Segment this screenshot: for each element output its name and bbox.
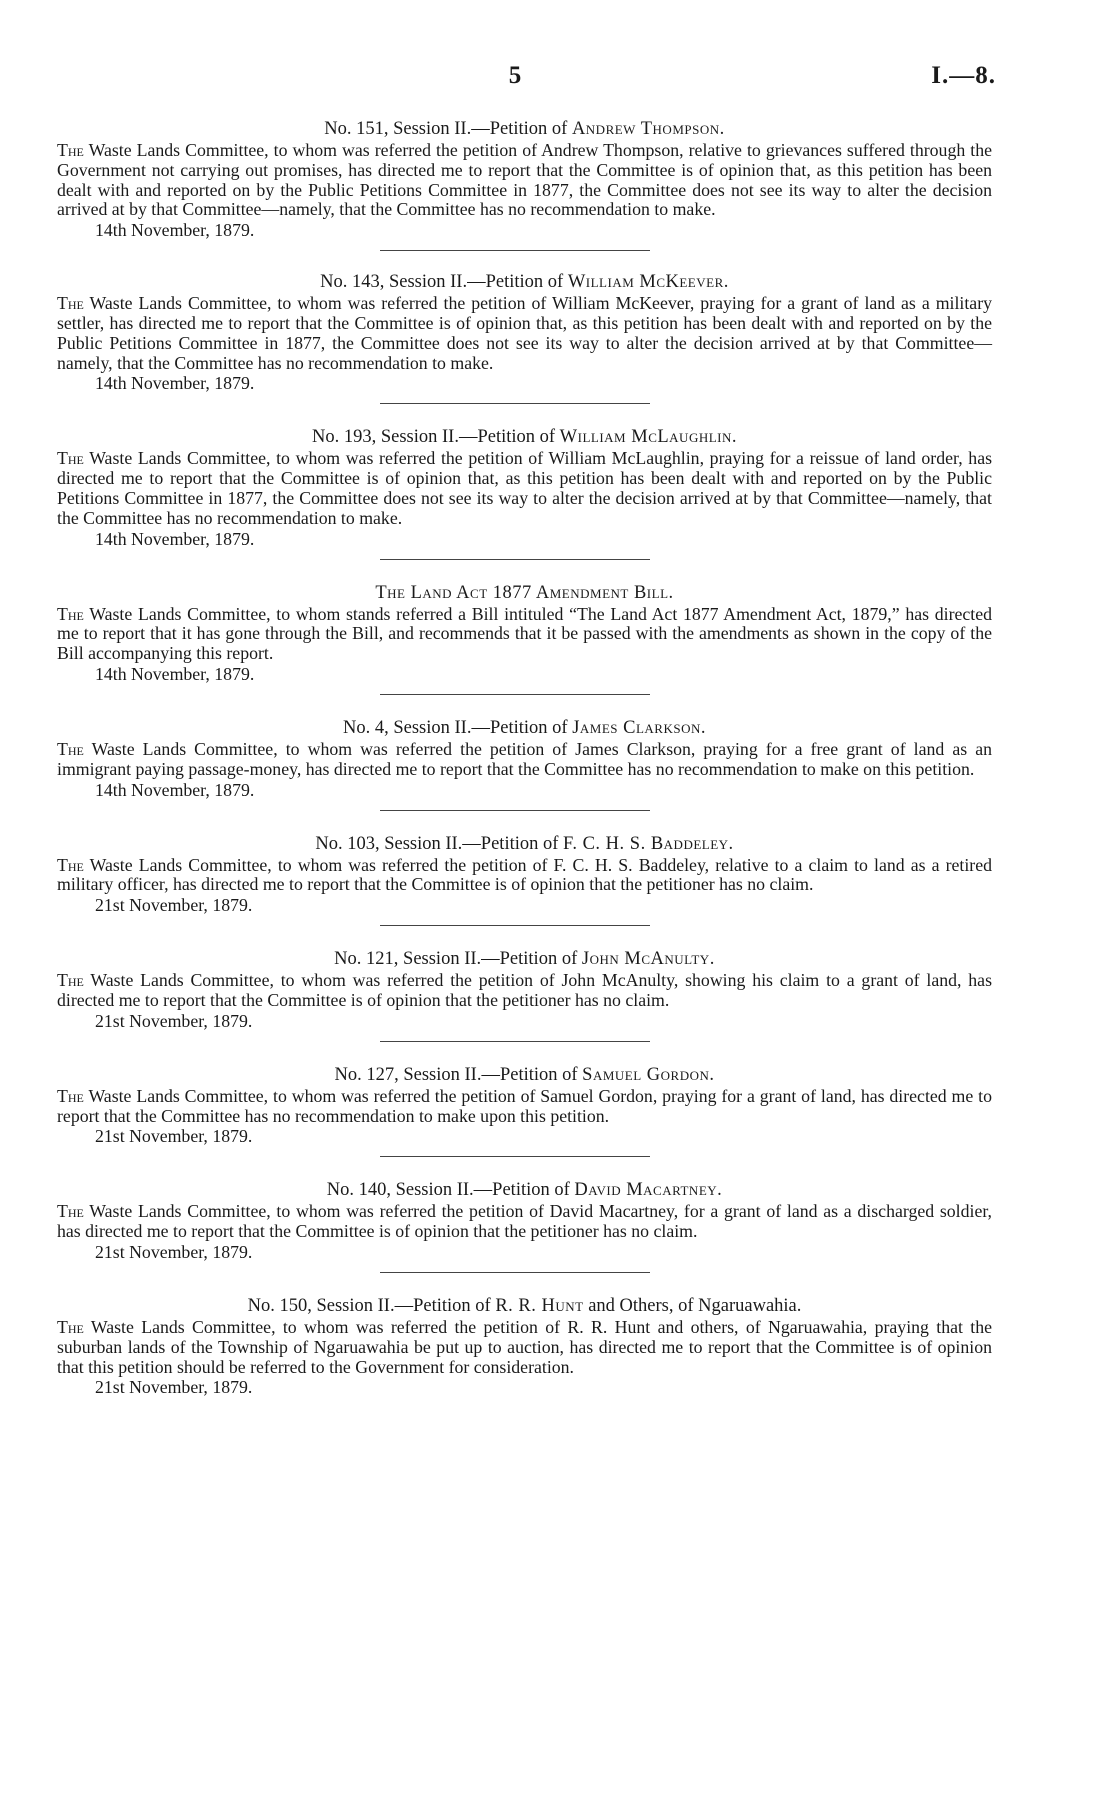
entry-body-text: Waste Lands Committee, to whom was referred the petition of R. R. Hunt and others, of Ngaruawahia, praying that the suburban lands of the Township of Ngaruawahia be put up to auction, has directed me to report that the Committee is of opinion that this petition should be referred to the Government for consideration. bbox=[57, 1316, 992, 1377]
petition-entry bbox=[57, 582, 992, 695]
petitioner-name: The Land Act 1877 Amendment Bill. bbox=[375, 582, 674, 603]
entry-lead-word: The bbox=[57, 738, 84, 759]
entry-heading-prefix: No. 193, Session II.—Petition of bbox=[311, 427, 560, 448]
section-divider bbox=[380, 925, 650, 926]
entry-body-text: Waste Lands Committee, to whom was referred the petition of Samuel Gordon, praying for a grant of land, has directed me to report that the Committee has no recommendation to make upon this petition. bbox=[57, 1085, 993, 1126]
page-number: 5 bbox=[508, 62, 522, 89]
entry-lead-word: The bbox=[57, 1201, 84, 1222]
entry-heading bbox=[57, 1295, 992, 1317]
entry-heading bbox=[57, 717, 992, 739]
petitioner-name: Andrew Thompson. bbox=[571, 119, 725, 139]
entry-body-text: Waste Lands Committee, to whom was referred the petition of F. C. H. S. Baddeley, relative to a claim to land as a retired military officer, has directed me to report that the Committee is of opinion that the petitioner has no claim. bbox=[57, 854, 993, 895]
petitioner-name: Samuel Gordon. bbox=[582, 1064, 715, 1085]
entry-heading bbox=[57, 118, 992, 140]
petitioner-name: R. R. Hunt bbox=[495, 1295, 584, 1316]
entry-heading bbox=[57, 426, 992, 448]
entry-body-text: Waste Lands Committee, to whom was referred the petition of Andrew Thompson, relative to grievances suffered through the Government not carrying out promises, has directed me to report that the Committee is of opinion that, as this petition has been dealt with and reported on by the Public Petitions Committee in 1877, the Committee does not see its way to alter the decision arrived at by that Committee—namely, that the Committee has no recommendation to make. bbox=[57, 140, 993, 220]
entry-heading bbox=[57, 582, 992, 604]
entry-heading bbox=[57, 948, 992, 970]
entry-body bbox=[57, 449, 992, 528]
petition-entry bbox=[57, 271, 992, 404]
entry-lead-word: The bbox=[57, 603, 84, 624]
entry-date: 14th November, 1879. bbox=[95, 373, 255, 394]
entry-body bbox=[57, 856, 992, 896]
petitioner-name: James Clarkson. bbox=[572, 717, 706, 738]
entry-body bbox=[57, 141, 992, 220]
petition-entry bbox=[57, 948, 992, 1042]
section-divider bbox=[380, 810, 650, 811]
petitioner-name: F. C. H. S. Baddeley. bbox=[563, 833, 734, 854]
petition-entry bbox=[57, 426, 992, 559]
entry-lead-word: The bbox=[57, 1316, 84, 1337]
entry-body bbox=[57, 740, 992, 780]
petitioner-name: William McLaughlin. bbox=[559, 427, 738, 448]
entry-heading bbox=[57, 271, 992, 293]
petition-entries bbox=[57, 118, 992, 1397]
entry-date: 21st November, 1879. bbox=[95, 895, 253, 916]
entry-body-text: Waste Lands Committee, to whom was referred the petition of William McKeever, praying for a grant of land as a military settler, has directed me to report that the Committee is of opinion that, as this petition has been dealt with and reported on by the Public Petitions Committee in 1877, the Committee does not see its way to alter the decision arrived at by that Committee—namely, that the Committee has no recommendation to make. bbox=[57, 293, 993, 373]
section-divider bbox=[380, 1272, 650, 1273]
petition-entry bbox=[57, 1179, 992, 1273]
entry-lead-word: The bbox=[57, 854, 84, 875]
entry-body bbox=[57, 605, 992, 664]
entry-body bbox=[57, 1202, 992, 1242]
entry-heading-prefix: No. 121, Session II.—Petition of bbox=[334, 949, 582, 970]
entry-body-text: Waste Lands Committee, to whom was referred the petition of David Macartney, for a grant of land as a discharged soldier, has directed me to report that the Committee is of opinion that the petitioner has no claim. bbox=[57, 1201, 992, 1242]
entry-date: 14th November, 1879. bbox=[95, 779, 255, 800]
entry-date: 14th November, 1879. bbox=[95, 220, 255, 241]
document-reference: I.—8. bbox=[931, 62, 996, 89]
petition-entry bbox=[57, 717, 992, 811]
entry-date: 14th November, 1879. bbox=[95, 528, 255, 549]
entry-lead-word: The bbox=[57, 970, 84, 991]
section-divider bbox=[380, 1041, 650, 1042]
entry-lead-word: The bbox=[57, 1085, 84, 1106]
entry-body-text: Waste Lands Committee, to whom was referred the petition of James Clarkson, praying for a free grant of land as an immigrant paying passage-money, has directed me to report that the Committee has no recommendation to make on this petition. bbox=[57, 738, 993, 779]
entry-heading-prefix: No. 143, Session II.—Petition of bbox=[320, 272, 568, 293]
entry-heading-prefix: No. 103, Session II.—Petition of bbox=[315, 833, 564, 854]
entry-lead-word: The bbox=[57, 448, 84, 469]
entry-date: 14th November, 1879. bbox=[95, 663, 255, 684]
section-divider bbox=[380, 403, 650, 404]
section-divider bbox=[380, 694, 650, 695]
petitioner-name: William McKeever. bbox=[567, 272, 729, 293]
section-divider bbox=[380, 1156, 650, 1157]
petition-entry bbox=[57, 833, 992, 927]
entry-heading-suffix: and Others, of Ngaruawahia. bbox=[583, 1295, 802, 1316]
entry-heading-prefix: No. 150, Session II.—Petition of bbox=[247, 1295, 496, 1316]
entry-body bbox=[57, 1318, 992, 1377]
entry-heading-prefix: No. 140, Session II.—Petition of bbox=[326, 1180, 575, 1201]
petitioner-name: David Macartney. bbox=[574, 1180, 723, 1201]
section-divider bbox=[380, 250, 650, 251]
entry-date: 21st November, 1879. bbox=[95, 1126, 253, 1147]
entry-body bbox=[57, 971, 992, 1011]
entry-date: 21st November, 1879. bbox=[95, 1377, 253, 1398]
entry-heading bbox=[57, 1179, 992, 1201]
entry-heading-prefix: No. 4, Session II.—Petition of bbox=[342, 717, 573, 738]
petition-entry bbox=[57, 118, 992, 251]
entry-heading-prefix: No. 151, Session II.—Petition of bbox=[324, 119, 572, 139]
entry-body-text: Waste Lands Committee, to whom was referred the petition of John McAnulty, showing his claim to a grant of land, has directed me to report that the Committee is of opinion that the petitioner has no claim. bbox=[57, 970, 992, 1010]
entry-heading-prefix: No. 127, Session II.—Petition of bbox=[334, 1064, 583, 1085]
entry-lead-word: The bbox=[57, 293, 84, 314]
section-divider bbox=[380, 559, 650, 560]
entry-body bbox=[57, 1087, 992, 1127]
petitioner-name: John McAnulty. bbox=[581, 949, 715, 970]
petition-entry bbox=[57, 1295, 992, 1397]
entry-body-text: Waste Lands Committee, to whom stands referred a Bill intituled “The Land Act 1877 Amendment Act, 1879,” has directed me to report that it has gone through the Bill, and recommends that it be passed with the amendments as shown in the copy of the Bill accompanying this report. bbox=[57, 603, 992, 664]
entry-body-text: Waste Lands Committee, to whom was referred the petition of William McLaughlin, praying for a reissue of land order, has directed me to report that the Committee is of opinion that, as this petition has been dealt with and reported on by the Public Petitions Committee in 1877, the Committee does not see its way to alter the decision arrived at by that Committee—namely, that the Committee has no recommendation to make. bbox=[57, 448, 993, 528]
entry-date: 21st November, 1879. bbox=[95, 1010, 253, 1031]
entry-heading bbox=[57, 833, 992, 855]
petition-entry bbox=[57, 1064, 992, 1158]
entry-heading bbox=[57, 1064, 992, 1086]
entry-date: 21st November, 1879. bbox=[95, 1241, 253, 1262]
entry-body bbox=[57, 294, 992, 373]
entry-lead-word: The bbox=[57, 140, 84, 160]
